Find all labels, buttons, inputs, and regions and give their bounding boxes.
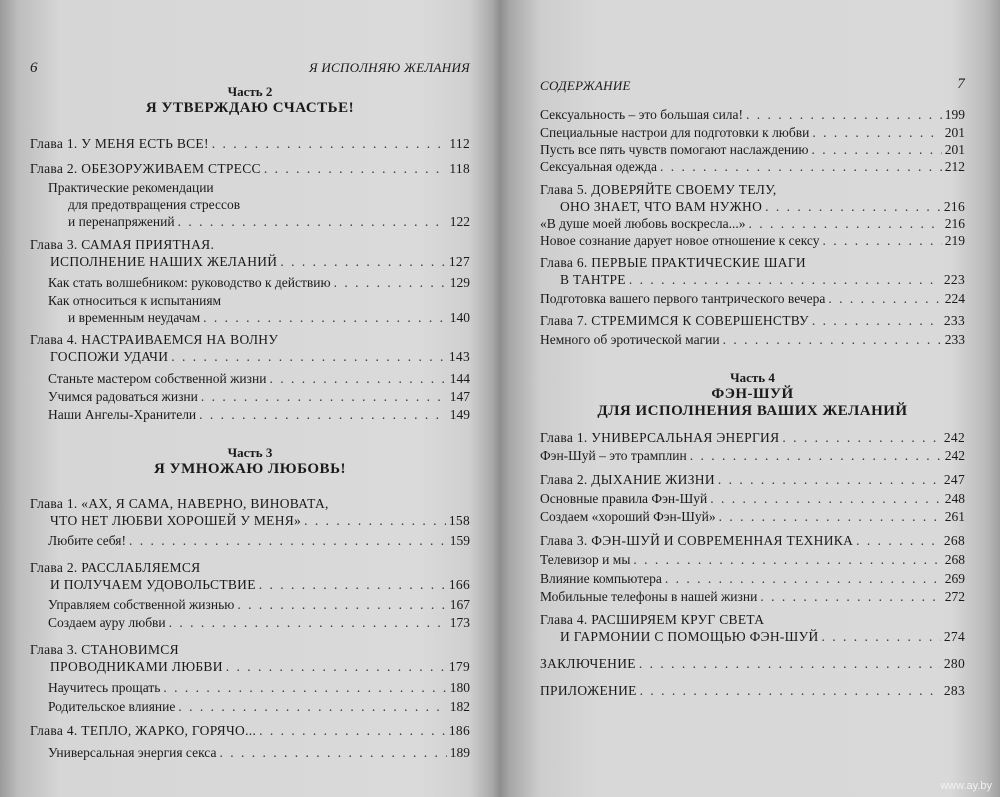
toc-entry: Глава 2. ОБЕЗОРУЖИВАЕМ СТРЕСС . . . 118	[30, 160, 470, 177]
toc-entry: Как относиться к испытаниям и временным неудачам . . . 140	[30, 292, 470, 326]
part-3-number: Часть 3	[227, 445, 273, 460]
part-4-number: Часть 4	[730, 370, 775, 385]
toc-entry: «В душе моей любовь воскресла...» . . . 216	[540, 215, 965, 232]
toc-entry: ПРИЛОЖЕНИЕ . . . 283	[540, 682, 965, 699]
part-2-number: Часть 2	[227, 84, 273, 99]
toc-entry: Глава 4. ТЕПЛО, ЖАРКО, ГОРЯЧО... . . . 186	[30, 722, 470, 739]
toc-entry: Телевизор и мы . . . 268	[540, 551, 965, 568]
toc-entry: Основные правила Фэн-Шуй . . . 248	[540, 490, 965, 507]
toc-entry: Глава 2. РАССЛАБЛЯЕМСЯ И ПОЛУЧАЕМ УДОВОЛЬСТВИЕ . . . 166	[30, 559, 470, 593]
toc-entry: Мобильные телефоны в нашей жизни . . . 272	[540, 588, 965, 605]
toc-entry: Глава 1. УНИВЕРСАЛЬНАЯ ЭНЕРГИЯ . . . 242	[540, 429, 965, 446]
toc-entry: Глава 4. РАСШИРЯЕМ КРУГ СВЕТА И ГАРМОНИИ С ПОМОЩЬЮ ФЭН-ШУЙ . . . 274	[540, 611, 965, 645]
right-running-head: СОДЕРЖАНИЕ	[540, 78, 631, 93]
toc-entry: Сексуальность – это большая сила! . . . 199	[540, 106, 965, 123]
part-3-heading	[30, 445, 470, 478]
part-4-heading	[540, 370, 965, 420]
left-page-number: 6	[30, 60, 38, 76]
toc-entry: Фэн-Шуй – это трамплин . . . 242	[540, 447, 965, 464]
toc-entry: Станьте мастером собственной жизни . . . 144	[30, 370, 470, 387]
toc-entry: Глава 2. ДЫХАНИЕ ЖИЗНИ . . . 247	[540, 471, 965, 488]
toc-entry: Глава 4. НАСТРАИВАЕМСЯ НА ВОЛНУ ГОСПОЖИ УДАЧИ . . . 143	[30, 331, 470, 365]
left-page	[30, 0, 470, 797]
toc-entry: Глава 1. «АХ, Я САМА, НАВЕРНО, ВИНОВАТА, ЧТО НЕТ ЛЮБВИ ХОРОШЕЙ У МЕНЯ» . . . 158	[30, 495, 470, 529]
toc-entry: Управляем собственной жизнью . . . 167	[30, 596, 470, 613]
toc-entry: Глава 5. ДОВЕРЯЙТЕ СВОЕМУ ТЕЛУ, ОНО ЗНАЕТ, ЧТО ВАМ НУЖНО . . . 216	[540, 181, 965, 215]
toc-entry: Как стать волшебником: руководство к действию . . . 129	[30, 274, 470, 291]
left-running-head: Я ИСПОЛНЯЮ ЖЕЛАНИЯ	[308, 60, 470, 75]
toc-entry: Практические рекомендации для предотвращения стрессов и перенапряжений . . . 122	[30, 179, 470, 230]
toc-entry: Пусть все пять чувств помогают наслаждению . . . 201	[540, 141, 965, 158]
toc-entry: Новое сознание дарует новое отношение к сексу . . . 219	[540, 232, 965, 249]
right-page	[540, 0, 965, 797]
toc-entry: Учимся радоваться жизни . . . 147	[30, 388, 470, 405]
part-2-heading	[30, 84, 470, 117]
toc-entry: Глава 3. ФЭН-ШУЙ И СОВРЕМЕННАЯ ТЕХНИКА . . . 268	[540, 532, 965, 549]
toc-entry: Родительское влияние . . . 182	[30, 698, 470, 715]
toc-entry: Сексуальная одежда . . . 212	[540, 158, 965, 175]
toc-entry: Глава 6. ПЕРВЫЕ ПРАКТИЧЕСКИЕ ШАГИ В ТАНТРЕ . . . 223	[540, 254, 965, 288]
toc-entry: Специальные настрои для подготовки к любви . . . 201	[540, 124, 965, 141]
toc-entry: Создаем «хороший Фэн-Шуй» . . . 261	[540, 508, 965, 525]
toc-entry: Подготовка вашего первого тантрического вечера . . . 224	[540, 290, 965, 307]
toc-entry: Немного об эротической магии . . . 233	[540, 331, 965, 348]
toc-entry: Глава 3. СТАНОВИМСЯ ПРОВОДНИКАМИ ЛЮБВИ . . . 179	[30, 641, 470, 675]
toc-entry: Создаем ауру любви . . . 173	[30, 614, 470, 631]
toc-entry: Глава 7. СТРЕМИМСЯ К СОВЕРШЕНСТВУ . . . 233	[540, 312, 965, 329]
part-3-title: Я УМНОЖАЮ ЛЮБОВЬ!	[154, 461, 346, 477]
part-4-title-line-1: ФЭН-ШУЙ	[711, 386, 794, 402]
toc-entry: Любите себя! . . . 159	[30, 532, 470, 549]
right-page-number: 7	[957, 76, 965, 92]
watermark: www.ay.by	[940, 780, 992, 792]
toc-entry: Глава 3. САМАЯ ПРИЯТНАЯ. ИСПОЛНЕНИЕ НАШИХ ЖЕЛАНИЙ . . . 127	[30, 236, 470, 270]
part-2-title: Я УТВЕРЖДАЮ СЧАСТЬЕ!	[145, 100, 355, 116]
part-4-title-line-2: ДЛЯ ИСПОЛНЕНИЯ ВАШИХ ЖЕЛАНИЙ	[597, 403, 908, 419]
toc-entry: Научитесь прощать . . . 180	[30, 679, 470, 696]
toc-entry: Универсальная энергия секса . . . 189	[30, 744, 470, 761]
toc-entry: Влияние компьютера . . . 269	[540, 570, 965, 587]
toc-entry: Наши Ангелы-Хранители . . . 149	[30, 406, 470, 423]
toc-entry: Глава 1. У МЕНЯ ЕСТЬ ВСЕ! . . . 112	[30, 135, 470, 152]
toc-entry: ЗАКЛЮЧЕНИЕ . . . 280	[540, 655, 965, 672]
